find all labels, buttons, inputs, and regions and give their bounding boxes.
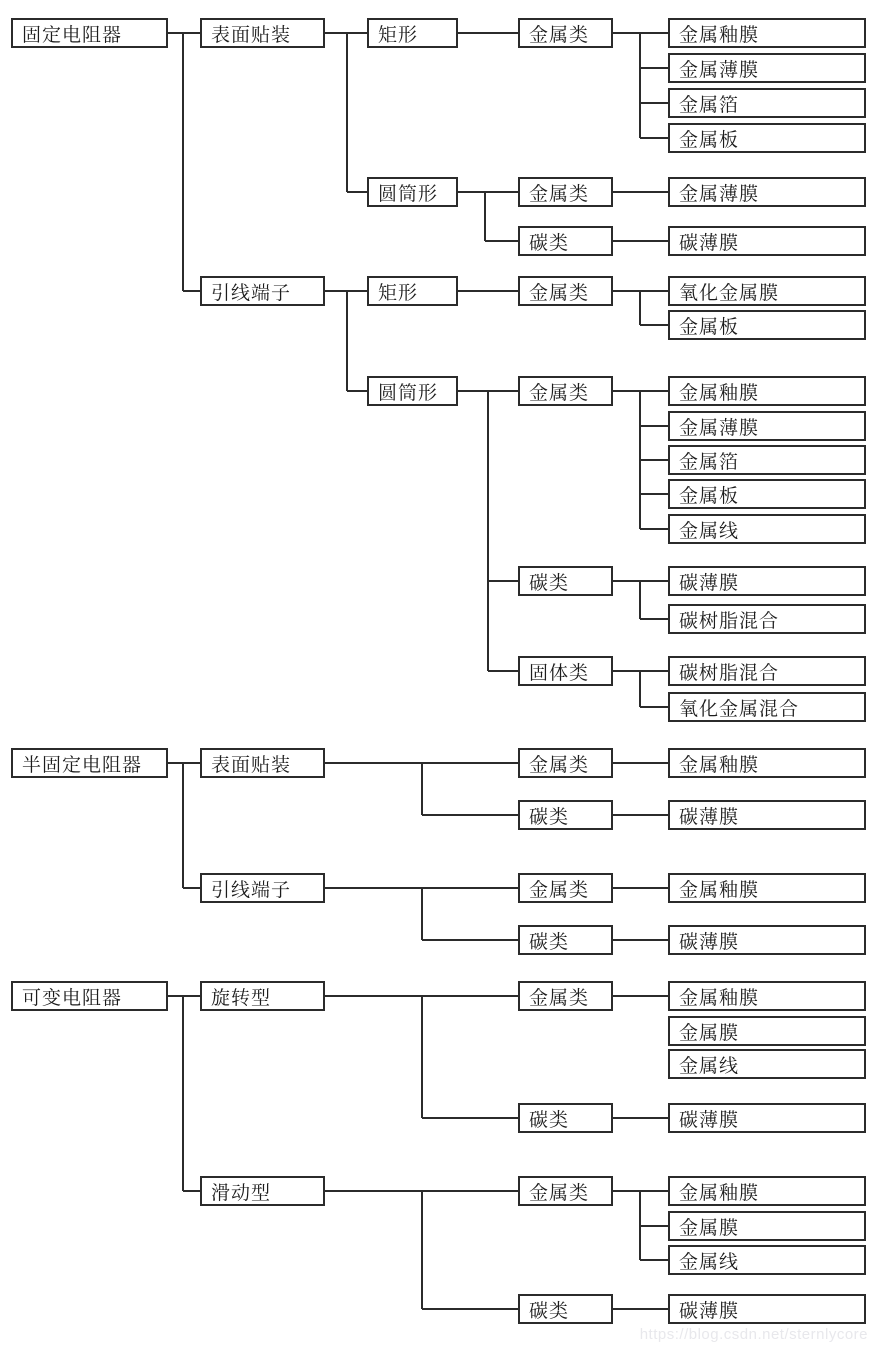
tree-node: 氧化金属混合	[668, 692, 866, 722]
tree-node: 金属釉膜	[668, 376, 866, 406]
tree-node: 碳类	[518, 925, 613, 955]
tree-node: 金属膜	[668, 1211, 866, 1241]
tree-node: 金属板	[668, 310, 866, 340]
tree-node: 碳薄膜	[668, 925, 866, 955]
tree-node: 碳薄膜	[668, 226, 866, 256]
csdn-watermark: https://blog.csdn.net/sternlycore	[639, 1326, 868, 1343]
tree-node: 金属釉膜	[668, 748, 866, 778]
tree-node: 金属釉膜	[668, 981, 866, 1011]
tree-node: 碳薄膜	[668, 1103, 866, 1133]
tree-node: 金属类	[518, 18, 613, 48]
tree-node: 金属釉膜	[668, 18, 866, 48]
tree-node: 氧化金属膜	[668, 276, 866, 306]
tree-node: 金属薄膜	[668, 177, 866, 207]
tree-node: 固定电阻器	[11, 18, 168, 48]
tree-node: 表面贴装	[200, 748, 325, 778]
tree-node: 碳树脂混合	[668, 656, 866, 686]
tree-node: 碳类	[518, 226, 613, 256]
tree-node: 半固定电阻器	[11, 748, 168, 778]
tree-node: 碳薄膜	[668, 800, 866, 830]
tree-node: 金属板	[668, 479, 866, 509]
tree-node: 金属类	[518, 177, 613, 207]
tree-node: 碳树脂混合	[668, 604, 866, 634]
tree-node: 金属箔	[668, 88, 866, 118]
tree-node: 金属箔	[668, 445, 866, 475]
tree-node: 旋转型	[200, 981, 325, 1011]
tree-node: 碳类	[518, 800, 613, 830]
tree-node: 滑动型	[200, 1176, 325, 1206]
tree-node: 固体类	[518, 656, 613, 686]
tree-node: 碳类	[518, 566, 613, 596]
tree-node: 金属线	[668, 1049, 866, 1079]
tree-node: 碳类	[518, 1103, 613, 1133]
tree-node: 金属板	[668, 123, 866, 153]
tree-node: 金属釉膜	[668, 1176, 866, 1206]
tree-node: 金属薄膜	[668, 411, 866, 441]
tree-node: 碳薄膜	[668, 1294, 866, 1324]
tree-node: 引线端子	[200, 276, 325, 306]
tree-node: 碳薄膜	[668, 566, 866, 596]
tree-node: 金属线	[668, 514, 866, 544]
tree-node: 碳类	[518, 1294, 613, 1324]
tree-node: 可变电阻器	[11, 981, 168, 1011]
tree-node: 金属线	[668, 1245, 866, 1275]
tree-node: 金属类	[518, 1176, 613, 1206]
tree-node: 金属薄膜	[668, 53, 866, 83]
tree-node: 矩形	[367, 276, 458, 306]
tree-node: 表面贴装	[200, 18, 325, 48]
tree-node: 矩形	[367, 18, 458, 48]
tree-node: 圆筒形	[367, 376, 458, 406]
tree-node: 金属类	[518, 376, 613, 406]
tree-node: 金属类	[518, 748, 613, 778]
tree-node: 金属膜	[668, 1016, 866, 1046]
tree-node: 金属类	[518, 276, 613, 306]
tree-node: 金属类	[518, 981, 613, 1011]
tree-node: 引线端子	[200, 873, 325, 903]
tree-node: 圆筒形	[367, 177, 458, 207]
tree-node: 金属釉膜	[668, 873, 866, 903]
tree-node: 金属类	[518, 873, 613, 903]
